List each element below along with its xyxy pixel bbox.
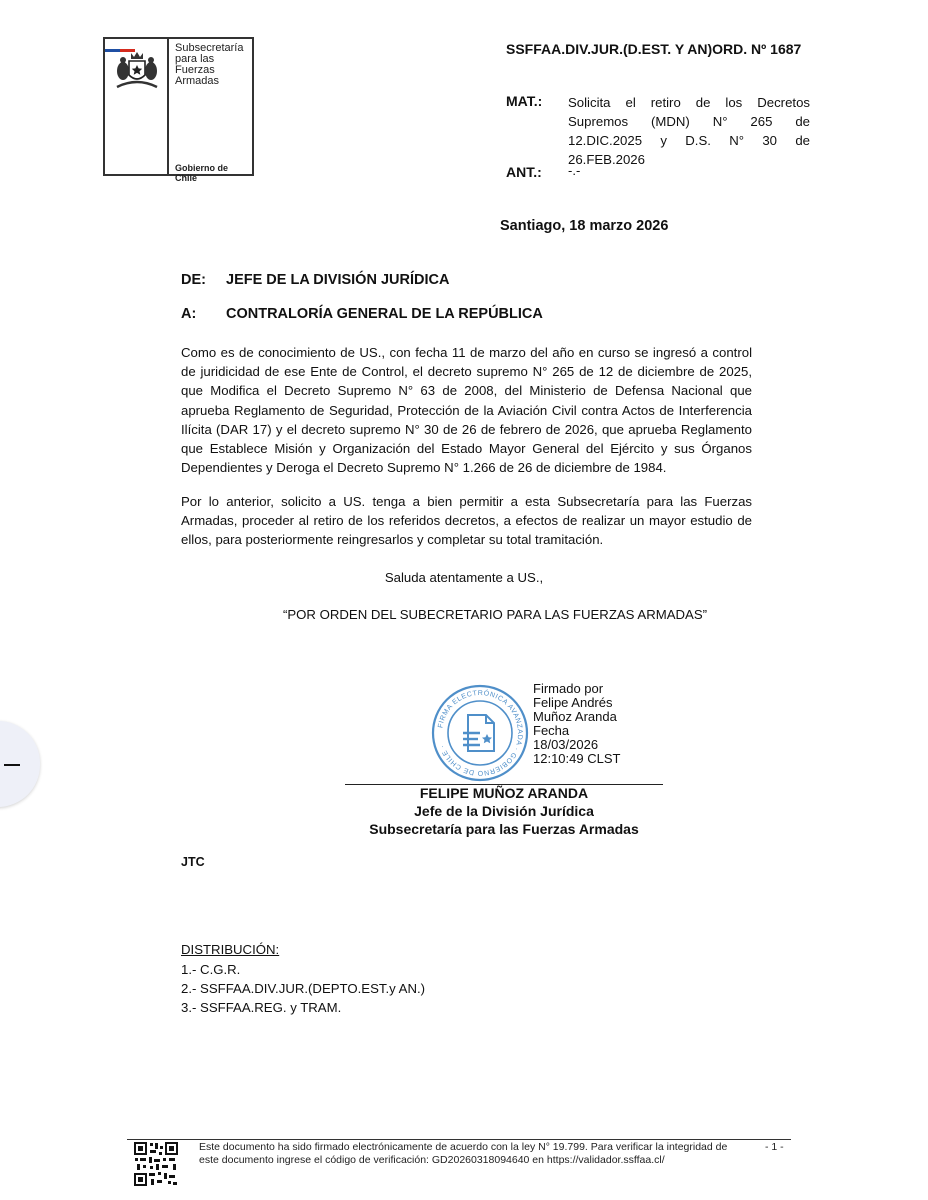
signature-details: Firmado por Felipe Andrés Muñoz Aranda Fecha 18/03/2026 12:10:49 CLST <box>533 681 621 766</box>
logo-divider <box>167 39 169 174</box>
signer-position: Jefe de la División Jurídica <box>414 803 594 819</box>
qr-code-icon <box>133 1141 179 1187</box>
order-line: “POR ORDEN DEL SUBECRETARIO PARA LAS FUERZAS ARMADAS” <box>282 607 708 622</box>
mat-label: MAT.: <box>506 93 543 109</box>
ant-label: ANT.: <box>506 164 542 180</box>
distribution-item: 3.- SSFFAA.REG. y TRAM. <box>181 1000 342 1015</box>
body-paragraph-2: Por lo anterior, solicito a US. tenga a bien permitir a esta Subsecretaría para las Fuerzas Armadas, proceder al retiro de los referidos decretos, a efectos de realizar un mayor estudio de ellos, para posteriormente reingresarlos y completar su total tramitación. <box>181 494 752 548</box>
signer-office: Subsecretaría para las Fuerzas Armadas <box>369 821 639 837</box>
body-paragraph-1: Como es de conocimiento de US., con fecha 11 de marzo del año en curso se ingresó a control de juridicidad de ese Ente de Control, el decreto supremo N° 265 de 12 de diciembre de 2025, que Modifica el Decreto Supremo N° 63 de 2008, del Ministerio de Defensa Nacional que aprueba Reglamento de Seguridad, Protección de la Aviación Civil contra Actos de Interferencia Ilícita (DAR 17) y el decreto supremo N° 30 de 26 de febrero de 2026, que aprueba Reglamento que Establece Misión y Organización del Estado Mayor General del Ejército y sus Órganos Dependientes y Deroga el Decreto Supremo N° 1.266 de 26 de diciembre de 1984. <box>181 345 752 476</box>
signer-name: FELIPE MUÑOZ ARANDA <box>419 785 589 801</box>
page-number: - 1 - <box>765 1141 784 1153</box>
initials: JTC <box>181 855 205 869</box>
distribution-item: 2.- SSFFAA.DIV.JUR.(DEPTO.EST.y AN.) <box>181 981 426 996</box>
distribution-item: 1.- C.G.R. <box>181 962 241 977</box>
to-label: A: <box>181 306 197 322</box>
mat-text: Solicita el retiro de los Decretos Supremos (MDN) N° 265 de 12.DIC.2025 y D.S. N° 30 de 26.FEB.2026 <box>568 95 810 167</box>
seal-text: FIRMA ELECTRÓNICA AVANZADA · GOBIERNO DE CHILE · <box>437 689 524 777</box>
document-reference: SSFFAA.DIV.JUR.(D.EST. Y AN)ORD. Nº 1687 <box>506 41 802 57</box>
footer-divider <box>127 1139 791 1140</box>
ant-value: -.- <box>568 163 581 178</box>
from-label: DE: <box>181 272 206 288</box>
logo-flag-bar <box>105 39 135 42</box>
closing-line: Saluda atentamente a US., <box>384 570 544 585</box>
to-value: CONTRALORÍA GENERAL DE LA REPÚBLICA <box>226 306 543 322</box>
distribution-title: DISTRIBUCIÓN: <box>181 942 280 957</box>
footer-verification-text: Este documento ha sido firmado electrónicamente de acuerdo con la ley N° 19.799. Para verificar la integridad de este documento ingrese el código de verificación: GD20260318094640 en https://validador.ssffaa.cl/ <box>199 1141 728 1166</box>
logo-org-name: Subsecretaría para las Fuerzas Armadas <box>175 42 244 87</box>
logo-government: Gobierno de Chile <box>175 163 229 183</box>
coat-of-arms-icon <box>113 47 161 95</box>
electronic-signature-seal-icon <box>430 683 530 783</box>
minus-icon[interactable] <box>4 764 20 766</box>
document-date: Santiago, 18 marzo 2026 <box>500 218 669 234</box>
from-value: JEFE DE LA DIVISIÓN JURÍDICA <box>226 272 450 288</box>
institution-logo <box>103 37 254 183</box>
